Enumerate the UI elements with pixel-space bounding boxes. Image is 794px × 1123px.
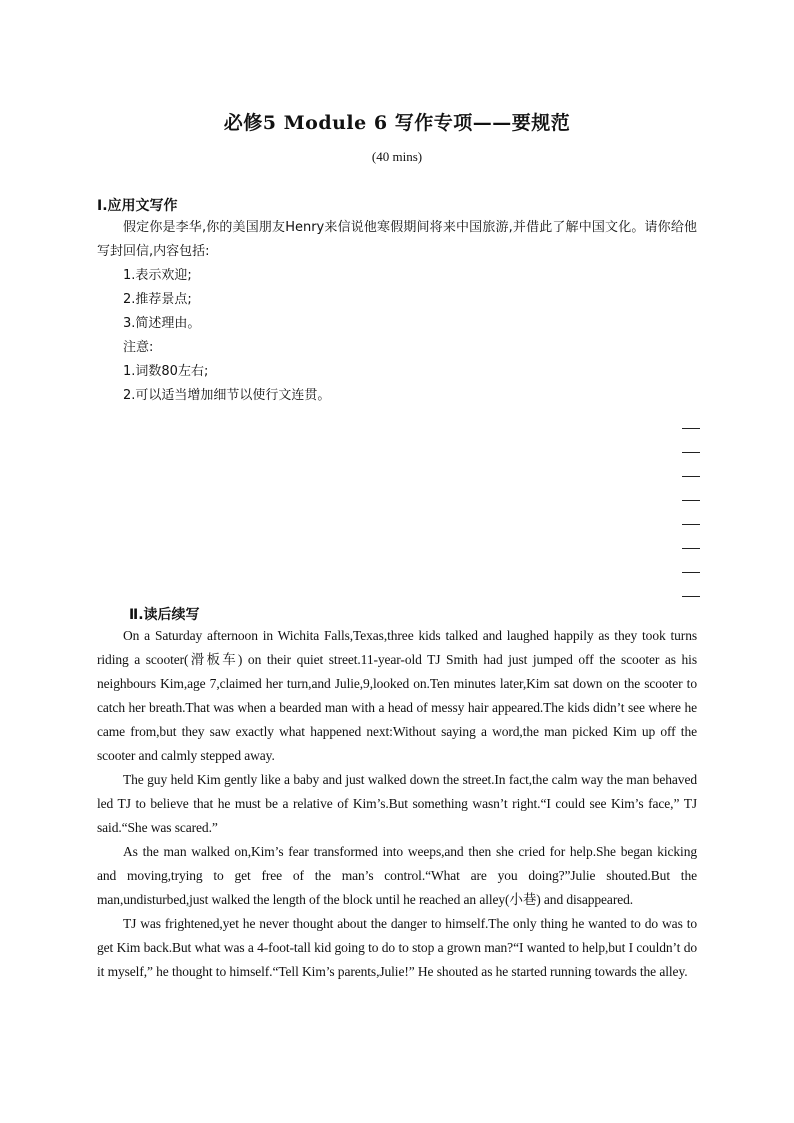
task-point: 3.简述理由。 — [123, 316, 201, 331]
answer-line — [682, 441, 700, 465]
note-item: 1.词数80左右; — [123, 364, 209, 379]
writing-task — [97, 216, 697, 408]
note-item: 2.可以适当增加细节以使行文连贯。 — [123, 388, 331, 403]
page-title: 必修5 Module 6 写作专项——要规范 — [223, 112, 571, 134]
section-heading-writing: Ⅰ.应用文写作 — [97, 198, 178, 214]
time-limit: (40 mins) — [371, 149, 423, 164]
answer-line — [682, 537, 700, 561]
answer-line — [682, 465, 700, 489]
answer-line — [682, 513, 700, 537]
story-paragraph: TJ was frightened,yet he never thought about the danger to himself.The only thing he wanted to do was to get Kim back.But what was a 4-foot-tall kid going to do to stop a grown man?“I wanted to help,but I couldn’t do it myself,” he thought to himself.“Tell Kim’s parents,Julie!” He shouted as he started running towards the alley. — [97, 916, 697, 979]
note-label: 注意: — [123, 340, 154, 355]
answer-lines — [682, 417, 700, 609]
answer-line — [682, 489, 700, 513]
answer-line — [682, 417, 700, 441]
story-paragraph: On a Saturday afternoon in Wichita Falls,Texas,three kids talked and laughed happily as they took turns riding a scooter(滑板车) on their quiet street.11-year-old TJ Smith had just jumped off the scooter as his neighbours Kim,age 7,claimed her turn,and Julie,9,looked on.Ten minutes later,Kim sat down on the scooter to catch her breath.That was when a bearded man with a head of messy hair appeared.The kids didn’t see where he came from,but they saw exactly what happened next:Without saying a word,the man picked Kim up off the scooter and calmly stepped away. — [97, 628, 697, 763]
story-paragraph: As the man walked on,Kim’s fear transformed into weeps,and then she cried for help.She began kicking and moving,trying to get free of the man’s control.“What are you doing?”Julie shouted.But the man,undisturbed,just walked the length of the block until he reached an alley(小巷) and disappeared. — [97, 844, 697, 907]
story-passage — [97, 624, 697, 984]
answer-line — [682, 585, 700, 609]
story-paragraph: The guy held Kim gently like a baby and just walked down the street.In fact,the calm way the man behaved led TJ to believe that he must be a relative of Kim’s.But something wasn’t right.“I could see Kim’s face,” TJ said.“She was scared.” — [97, 772, 697, 835]
task-point: 2.推荐景点; — [123, 292, 192, 307]
task-point: 1.表示欢迎; — [123, 268, 192, 283]
answer-line — [682, 561, 700, 585]
section-heading-continuation: Ⅱ.读后续写 — [129, 607, 200, 623]
task-intro: 假定你是李华,你的美国朋友Henry来信说他寒假期间将来中国旅游,并借此了解中国文化。请你给他写封回信,内容包括: — [97, 220, 697, 259]
